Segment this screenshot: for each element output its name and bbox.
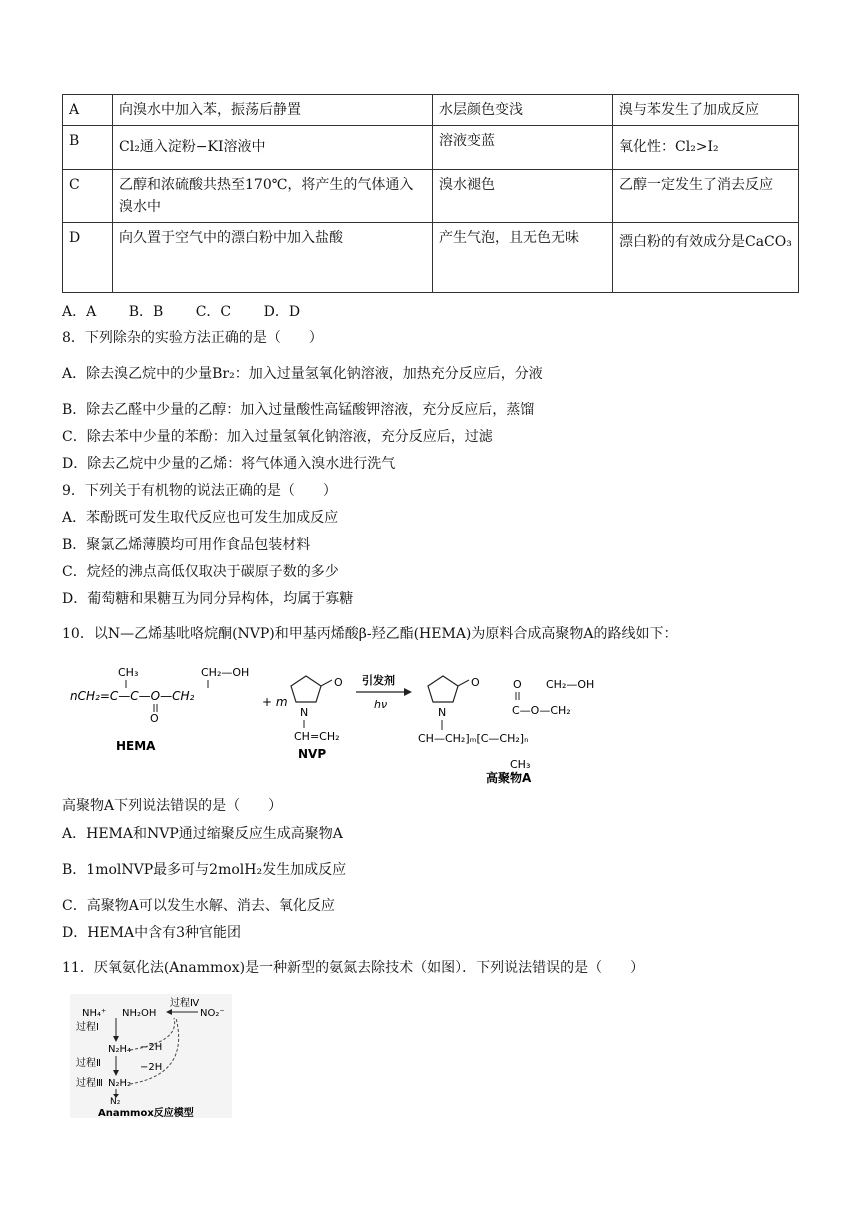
nvp-label: NVP [298, 747, 327, 761]
q10-option-a[interactable]: A．HEMA和NVP通过缩聚反应生成高聚物A [62, 826, 343, 842]
n2h2-label: N₂H₂ [108, 1078, 132, 1089]
q8-option-a[interactable]: A．除去溴乙烷中的少量Br₂：加入过量氢氧化钠溶液，加热充分反应后，分液 [62, 366, 543, 382]
q10-stem: 10．以N—乙烯基吡咯烷酮(NVP)和甲基丙烯酸β-羟乙酯(HEMA)为原料合成高聚物A的路线如下： [62, 626, 678, 642]
q10-substem: 高聚物A下列说法错误的是（ ） [62, 798, 283, 814]
q9-option-c[interactable]: C．烷烃的沸点高低仅取决于碳原子数的多少 [62, 564, 339, 580]
anammox-diagram [70, 994, 232, 1118]
table-row [63, 170, 799, 223]
process-1-label: 过程Ⅰ [76, 1022, 99, 1033]
process-2-arrow [113, 1070, 119, 1076]
anammox-caption: Anammox反应模型 [98, 1108, 194, 1118]
process-4-arrow [166, 1009, 172, 1015]
table-row [63, 95, 799, 126]
no2-label: NO₂⁻ [200, 1008, 225, 1019]
option-b[interactable]: B．B [128, 304, 164, 320]
process-1-arrow [113, 1036, 119, 1042]
table-row [63, 223, 799, 293]
arrow-top-text: 引发剂 [362, 674, 395, 687]
polymer-ring [428, 676, 458, 702]
polymer-ch2oh: CH₂—OH [546, 678, 595, 691]
polymer-label: 高聚物A [486, 771, 532, 785]
q9-option-d[interactable]: D．葡萄糖和果糖互为同分异构体，均属于寡糖 [62, 591, 354, 607]
q8-option-b[interactable]: B．除去乙醛中少量的乙醇：加入过量酸性高锰酸钾溶液，充分反应后，蒸馏 [62, 402, 535, 418]
process-3-label: 过程Ⅲ [76, 1078, 103, 1089]
option-d[interactable]: D．D [263, 304, 301, 320]
q8-stem: 8．下列除杂的实验方法正确的是（ ） [62, 330, 323, 346]
minus-2h-a: −2H [140, 1042, 163, 1053]
hema-formula: nCH₂=C—C—O—CH₂ [70, 689, 195, 703]
phenomenon-cell: 溴水褪色 [433, 170, 613, 223]
n2-label: N₂ [110, 1097, 121, 1107]
conclusion-cell: 氧化性：Cl₂>I₂ [613, 126, 799, 170]
table-row [63, 126, 799, 170]
row-label: B [63, 126, 113, 170]
nvp-vinyl: CH=CH₂ [294, 730, 340, 743]
plus-m: + m [262, 695, 288, 709]
polymer-chain: CH—CH₂]ₘ[C—CH₂]ₙ [418, 732, 529, 745]
polymer-ester: C—O—CH₂ [512, 704, 571, 717]
row-label: C [63, 170, 113, 223]
ch3-label: CH₃ [118, 666, 139, 679]
nvp-o: O [334, 676, 343, 689]
arrow-bottom-text: hν [374, 698, 388, 711]
operation-cell: 向溴水中加入苯，振荡后静置 [113, 95, 433, 126]
q10-option-d[interactable]: D．HEMA中含有3种官能团 [62, 925, 242, 941]
polymer-ring-o: O [471, 676, 480, 689]
phenomenon-cell: 产生气泡，且无色无味 [433, 223, 613, 293]
row-label: D [63, 223, 113, 293]
process-2-label: 过程Ⅱ [76, 1058, 101, 1069]
option-c[interactable]: C．C [195, 304, 232, 320]
dashed-return-1 [130, 1018, 175, 1050]
carbonyl-o: O [150, 712, 159, 725]
hema-label: HEMA [116, 739, 156, 753]
conclusion-cell: 溴与苯发生了加成反应 [613, 95, 799, 126]
ch2oh-label: CH₂—OH [201, 666, 250, 679]
operation-cell: 乙醇和浓硫酸共热至170℃，将产生的气体通入溴水中 [113, 170, 433, 223]
q8-option-d[interactable]: D．除去乙烷中少量的乙烯：将气体通入溴水进行洗气 [62, 456, 396, 472]
q8-option-c[interactable]: C．除去苯中少量的苯酚：加入过量氢氧化钠溶液，充分反应后，过滤 [62, 429, 493, 445]
conclusion-cell: 漂白粉的有效成分是CaCO₃ [613, 223, 799, 293]
q7-options-table [62, 94, 799, 293]
row-label: A [63, 95, 113, 126]
minus-2h-b: −2H [140, 1062, 163, 1073]
q11-stem: 11．厌氧氨化法(Anammox)是一种新型的氨氮去除技术（如图）．下列说法错误的是（ ） [62, 960, 645, 976]
option-a[interactable]: A．A [62, 304, 97, 320]
q9-option-b[interactable]: B．聚氯乙烯薄膜均可用作食品包装材料 [62, 537, 311, 553]
conclusion-cell: 乙醇一定发生了消去反应 [613, 170, 799, 223]
polymer-synthesis-figure [66, 658, 620, 786]
nh4-label: NH₄⁺ [82, 1008, 107, 1019]
polymer-ch3: CH₃ [510, 758, 531, 771]
q9-stem: 9．下列关于有机物的说法正确的是（ ） [62, 483, 337, 499]
pyrrolidone-ring [291, 676, 321, 702]
reaction-arrow [404, 688, 412, 696]
polymer-o: O [513, 678, 522, 691]
q9-option-a[interactable]: A．苯酚既可发生取代反应也可发生加成反应 [62, 510, 339, 526]
nvp-n: N [300, 706, 309, 719]
operation-cell: Cl₂通入淀粉−KI溶液中 [113, 126, 433, 170]
n2h4-label: N₂H₄ [108, 1044, 132, 1055]
q10-option-c[interactable]: C．高聚物A可以发生水解、消去、氧化反应 [62, 898, 335, 914]
phenomenon-cell: 水层颜色变浅 [433, 95, 613, 126]
polymer-n: N [438, 706, 447, 719]
nh2oh-label: NH₂OH [122, 1008, 157, 1019]
q10-option-b[interactable]: B．1molNVP最多可与2molH₂发生加成反应 [62, 862, 347, 878]
operation-cell: 向久置于空气中的漂白粉中加入盐酸 [113, 223, 433, 293]
process-4-label: 过程Ⅳ [170, 998, 200, 1009]
q7-answer-options [62, 302, 328, 322]
phenomenon-cell: 溶液变蓝 [433, 126, 613, 170]
